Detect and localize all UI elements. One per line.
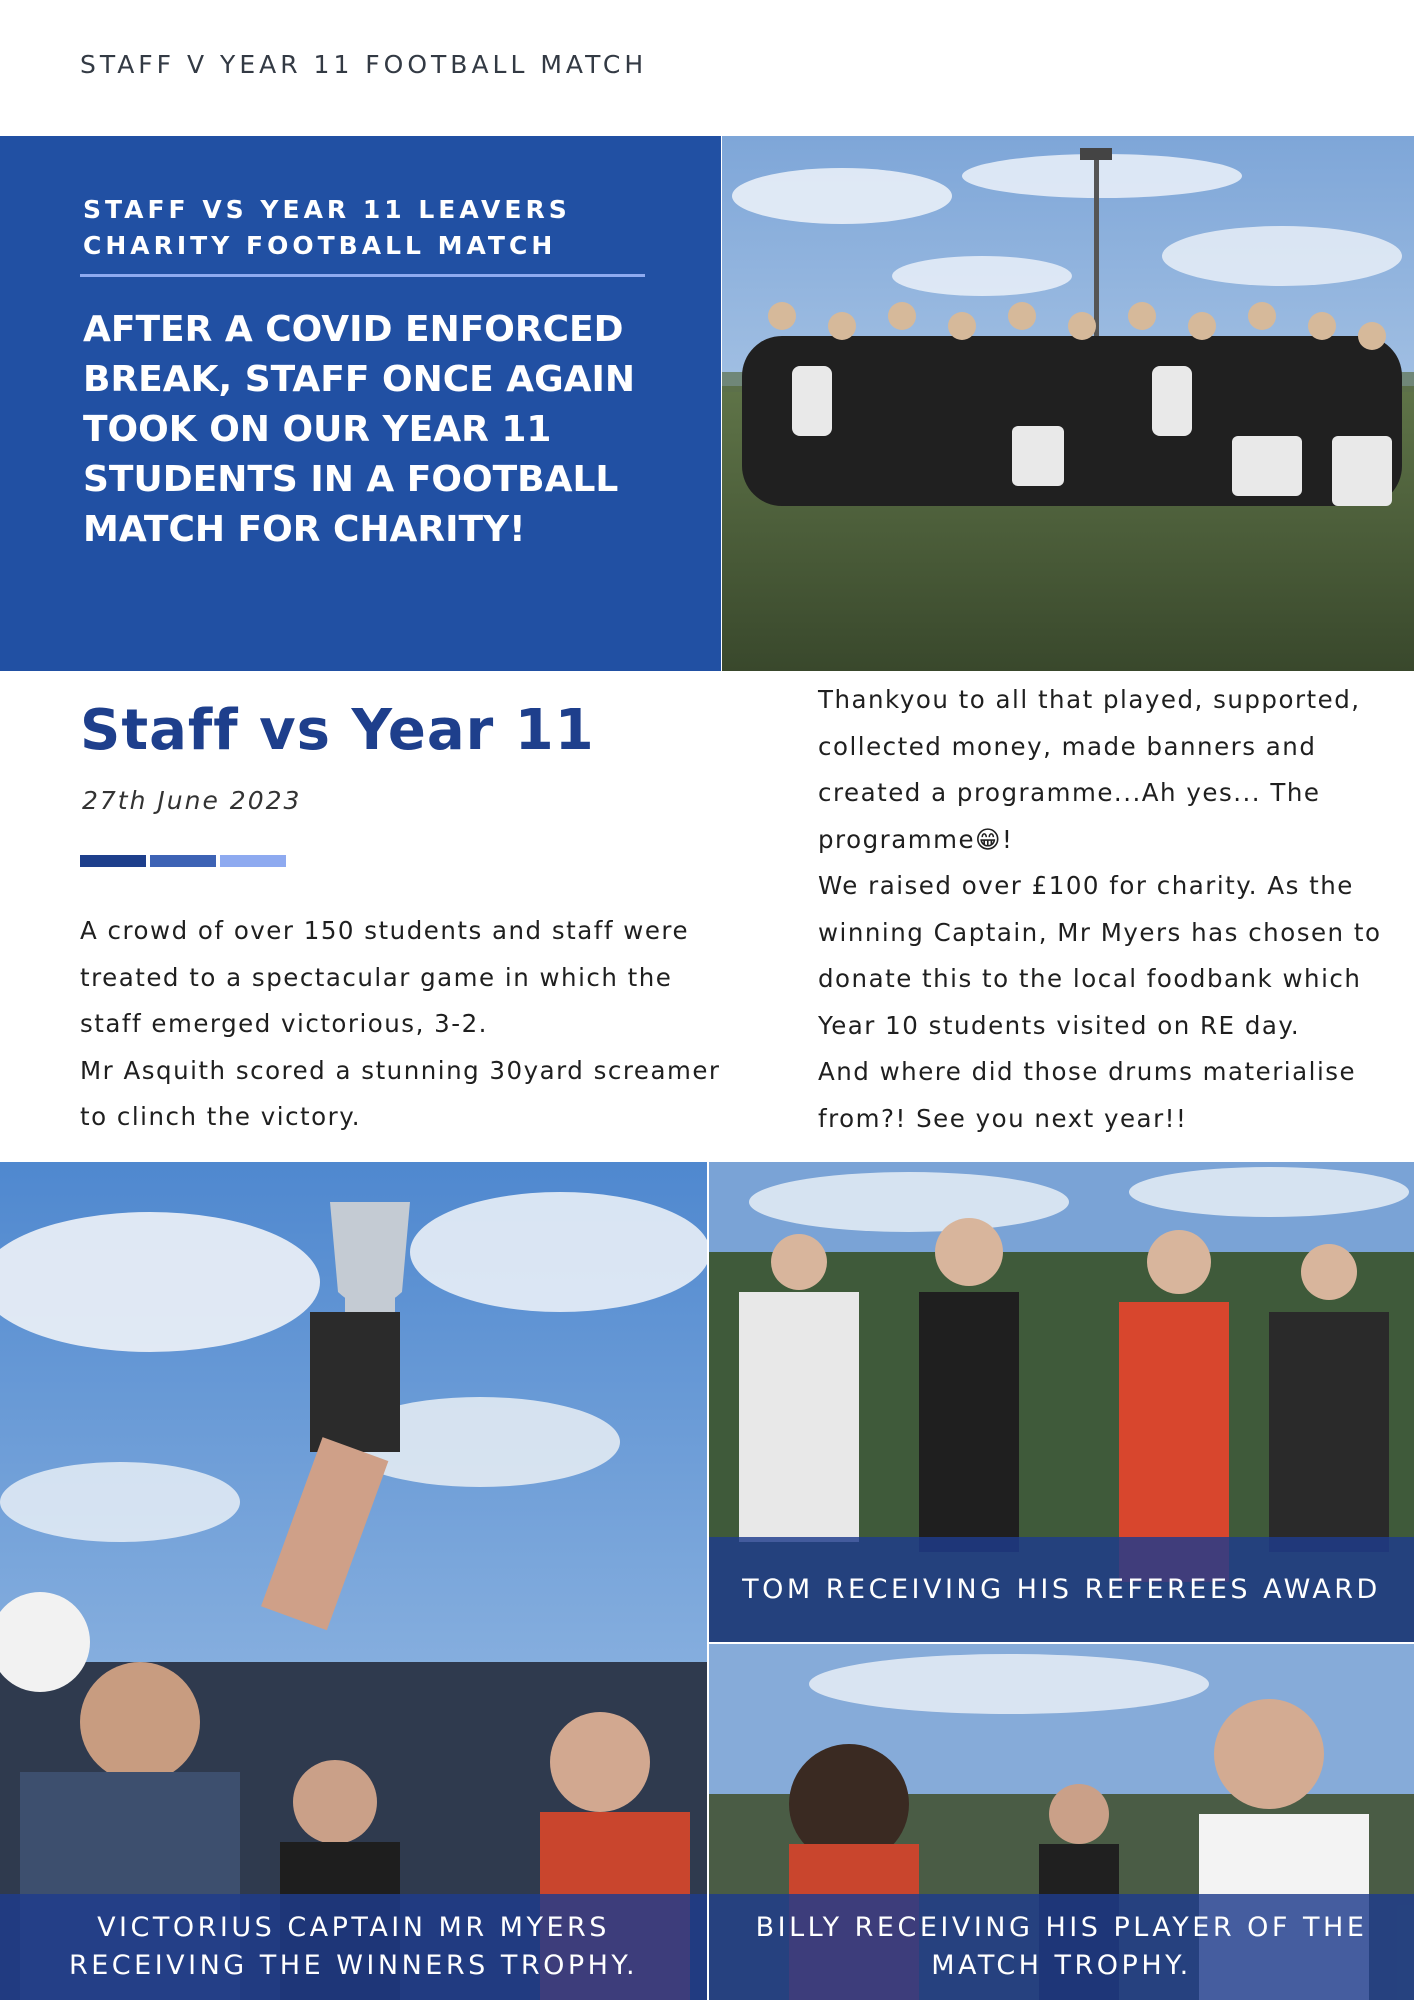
- accent-bar-dark: [80, 855, 146, 867]
- article-paragraph: Mr Asquith scored a stunning 30yard screamer to clinch the victory.: [80, 1055, 721, 1131]
- caption-text: TOM RECEIVING HIS REFEREES AWARD: [742, 1573, 1381, 1605]
- caption-billy: [709, 1894, 1414, 2000]
- article-body-left: [80, 908, 730, 1141]
- hero-kicker: STAFF VS YEAR 11 LEAVERS CHARITY FOOTBALL MATCH: [83, 195, 571, 260]
- article-paragraph: And where did those drums materialise from?! See you next year!!: [818, 1057, 1357, 1133]
- trophy-photo: [0, 1162, 707, 2000]
- article-paragraph: A crowd of over 150 students and staff were treated to a spectacular game in which the staff emerged victorious, 3-2.: [80, 916, 690, 1038]
- caption-text: BILLY RECEIVING HIS PLAYER OF THE MATCH TROPHY.: [755, 1912, 1368, 1981]
- page-header-title: STAFF V YEAR 11 FOOTBALL MATCH: [80, 50, 648, 79]
- caption-text: VICTORIUS CAPTAIN MR MYERS RECEIVING THE WINNERS TROPHY.: [68, 1912, 639, 1981]
- article-title: Staff vs Year 11: [80, 698, 595, 763]
- hero-divider: [80, 274, 645, 277]
- article-paragraph: Thankyou to all that played, supported, collected money, made banners and created a programme...Ah yes... The programme😁!: [818, 685, 1361, 854]
- accent-bar-medium: [150, 855, 216, 867]
- caption-referee: [709, 1537, 1414, 1642]
- article-body-right: [818, 677, 1398, 1142]
- article-paragraph: We raised over £100 for charity. As the winning Captain, Mr Myers has chosen to donate this to the local foodbank which Year 10 students visited on RE day.: [818, 871, 1382, 1040]
- accent-bar-light: [220, 855, 286, 867]
- hero-lead-text: AFTER A COVID ENFORCED BREAK, STAFF ONCE AGAIN TOOK ON OUR YEAR 11 STUDENTS IN A FOOTBALL MATCH FOR CHARITY!: [83, 309, 636, 550]
- article-date: 27th June 2023: [82, 786, 302, 815]
- team-photo: [722, 136, 1414, 671]
- caption-captain: [0, 1894, 707, 2000]
